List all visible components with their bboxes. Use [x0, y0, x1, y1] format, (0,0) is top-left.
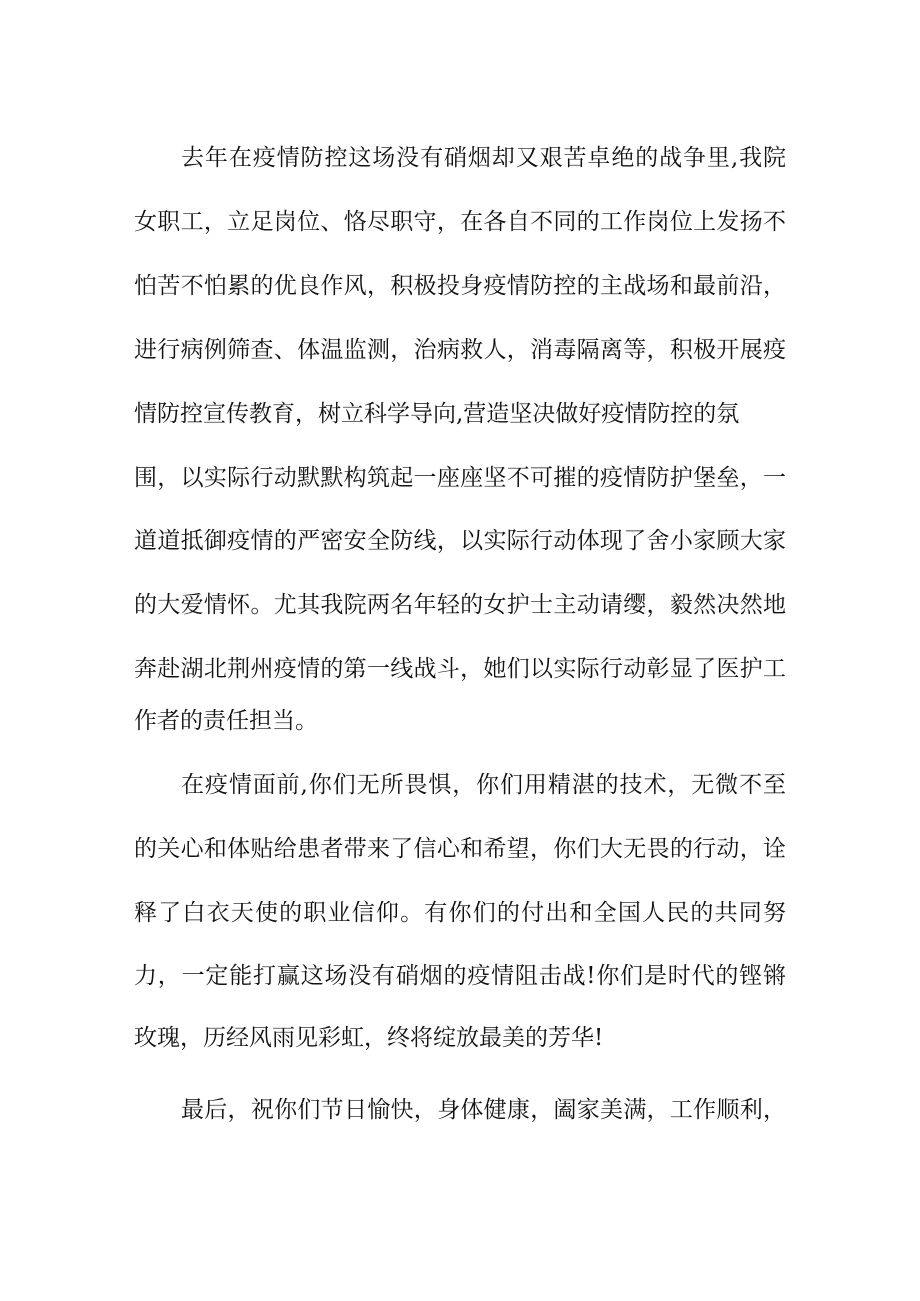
text-line: 玫瑰，历经风雨见彩虹，终将绽放最美的芳华!: [134, 1025, 604, 1051]
text-line: 作者的责任担当。: [134, 708, 318, 734]
text-line: 去年在疫情防控这场没有硝烟却又艰苦卓绝的战争里,我院: [181, 145, 786, 171]
text-line: 的关心和体贴给患者带来了信心和希望，你们大无畏的行动，诠: [134, 836, 786, 862]
text-line: 围，以实际行动默默构筑起一座座坚不可摧的疫情防护堡垒，一: [134, 465, 786, 491]
text-line: 女职工，立足岗位、恪尽职守，在各自不同的工作岗位上发扬不: [134, 209, 786, 235]
text-line: 在疫情面前,你们无所畏惧，你们用精湛的技术，无微不至: [181, 772, 786, 798]
text-line: 释了白衣天使的职业信仰。有你们的付出和全国人民的共同努: [134, 900, 786, 926]
text-line: 的大爱情怀。尤其我院两名年轻的女护士主动请缨，毅然决然地: [134, 592, 786, 618]
text-line: 力，一定能打赢这场没有硝烟的疫情阻击战!你们是时代的铿锵: [134, 963, 786, 989]
text-line: 进行病例筛查、体温监测，治病救人，消毒隔离等，积极开展疫: [134, 337, 786, 363]
text-line: 最后，祝你们节日愉快，身体健康，阖家美满，工作顺利，: [181, 1097, 786, 1123]
text-line: 道道抵御疫情的严密安全防线，以实际行动体现了舍小家顾大家: [134, 528, 786, 554]
text-line: 情防控宣传教育，树立科学导向,营造坚决做好疫情防控的氛: [134, 401, 740, 427]
text-line: 怕苦不怕累的优良作风，积极投身疫情防控的主战场和最前沿，: [134, 273, 786, 299]
text-line: 奔赴湖北荆州疫情的第一线战斗，她们以实际行动彰显了医护工: [134, 656, 786, 682]
